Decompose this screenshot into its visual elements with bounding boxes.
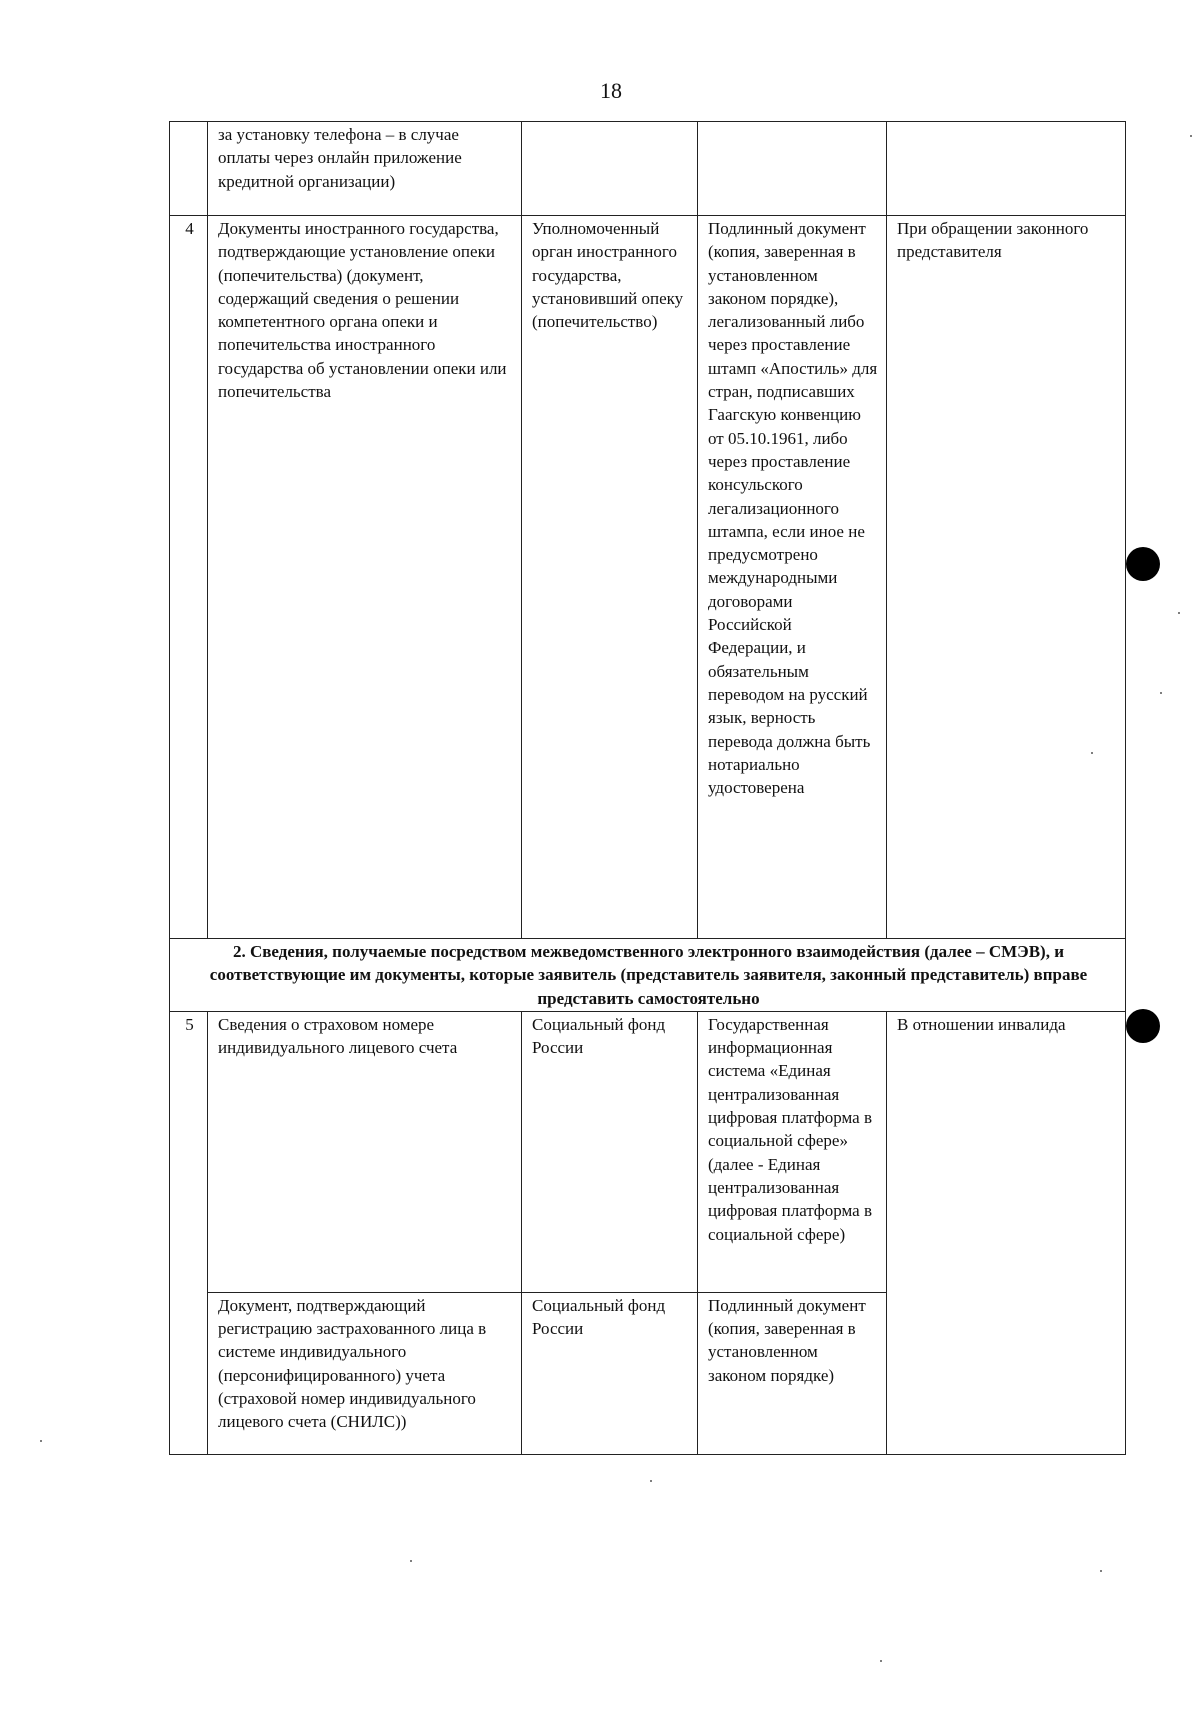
scan-speck	[1091, 752, 1093, 754]
document-name-cell: Документы иностранного государства, подтверждающие установление опеки (попечительства) (документ, содержащий сведения о решении компетентного органа опеки и попечительства иностранного государства об установлении опеки или попечительства	[208, 216, 522, 939]
document-form-cell: Подлинный документ (копия, заверенная в установленном законом порядке)	[698, 1292, 887, 1454]
table-row	[170, 216, 1126, 939]
document-name-cell: Документ, подтверждающий регистрацию застрахованного лица в системе индивидуального (персонифицированного) учета (страховой номер индивидуального лицевого счета (СНИЛС))	[208, 1292, 522, 1454]
scan-speck	[1190, 135, 1192, 137]
documents-table	[169, 121, 1126, 1455]
issuer-cell: Уполномоченный орган иностранного государства, установивший опеку (попечительство)	[522, 216, 698, 939]
table-row	[170, 122, 1126, 216]
scan-speck	[1100, 1570, 1102, 1572]
section-heading: 2. Сведения, получаемые посредством межведомственного электронного взаимодействия (далее – СМЭВ), и соответствующие им документы, которые заявитель (представитель заявителя, законный представитель) вправе представить самостоятельно	[170, 939, 1126, 1012]
punch-hole-top	[1126, 547, 1160, 581]
note-cell: В отношении инвалида	[887, 1011, 1126, 1454]
document-form-cell	[698, 122, 887, 216]
document-form-cell: Государственная информационная система «Единая централизованная цифровая платформа в социальной сфере» (далее - Единая централизованная цифровая платформа в социальной сфере)	[698, 1011, 887, 1292]
scan-speck	[1160, 692, 1162, 694]
row-number	[170, 122, 208, 216]
row-number: 5	[170, 1011, 208, 1454]
scan-speck	[650, 1480, 652, 1482]
scan-speck	[40, 1440, 42, 1442]
scan-speck	[1178, 612, 1180, 614]
document-form-cell: Подлинный документ (копия, заверенная в установленном законом порядке), легализованный либо через проставление штамп «Апостиль» для стран, подписавших Гаагскую конвенцию от 05.10.1961, либо через проставление консульского легализационного штампа, если иное не предусмотрено международными договорами Российской Федерации, и обязательным переводом на русский язык, верность перевода должна быть нотариально удостоверена	[698, 216, 887, 939]
section-heading-row	[170, 939, 1126, 1012]
table-row	[170, 1011, 1126, 1292]
scan-speck	[880, 1660, 882, 1662]
note-cell: При обращении законного представителя	[887, 216, 1126, 939]
scan-speck	[410, 1560, 412, 1562]
document-name-cell: за установку телефона – в случае оплаты через онлайн приложение кредитной организации)	[208, 122, 522, 216]
page-number: 18	[600, 78, 622, 103]
row-number: 4	[170, 216, 208, 939]
note-cell	[887, 122, 1126, 216]
punch-hole-bottom	[1126, 1009, 1160, 1043]
issuer-cell: Социальный фонд России	[522, 1292, 698, 1454]
issuer-cell: Социальный фонд России	[522, 1011, 698, 1292]
document-name-cell: Сведения о страховом номере индивидуального лицевого счета	[208, 1011, 522, 1292]
issuer-cell	[522, 122, 698, 216]
